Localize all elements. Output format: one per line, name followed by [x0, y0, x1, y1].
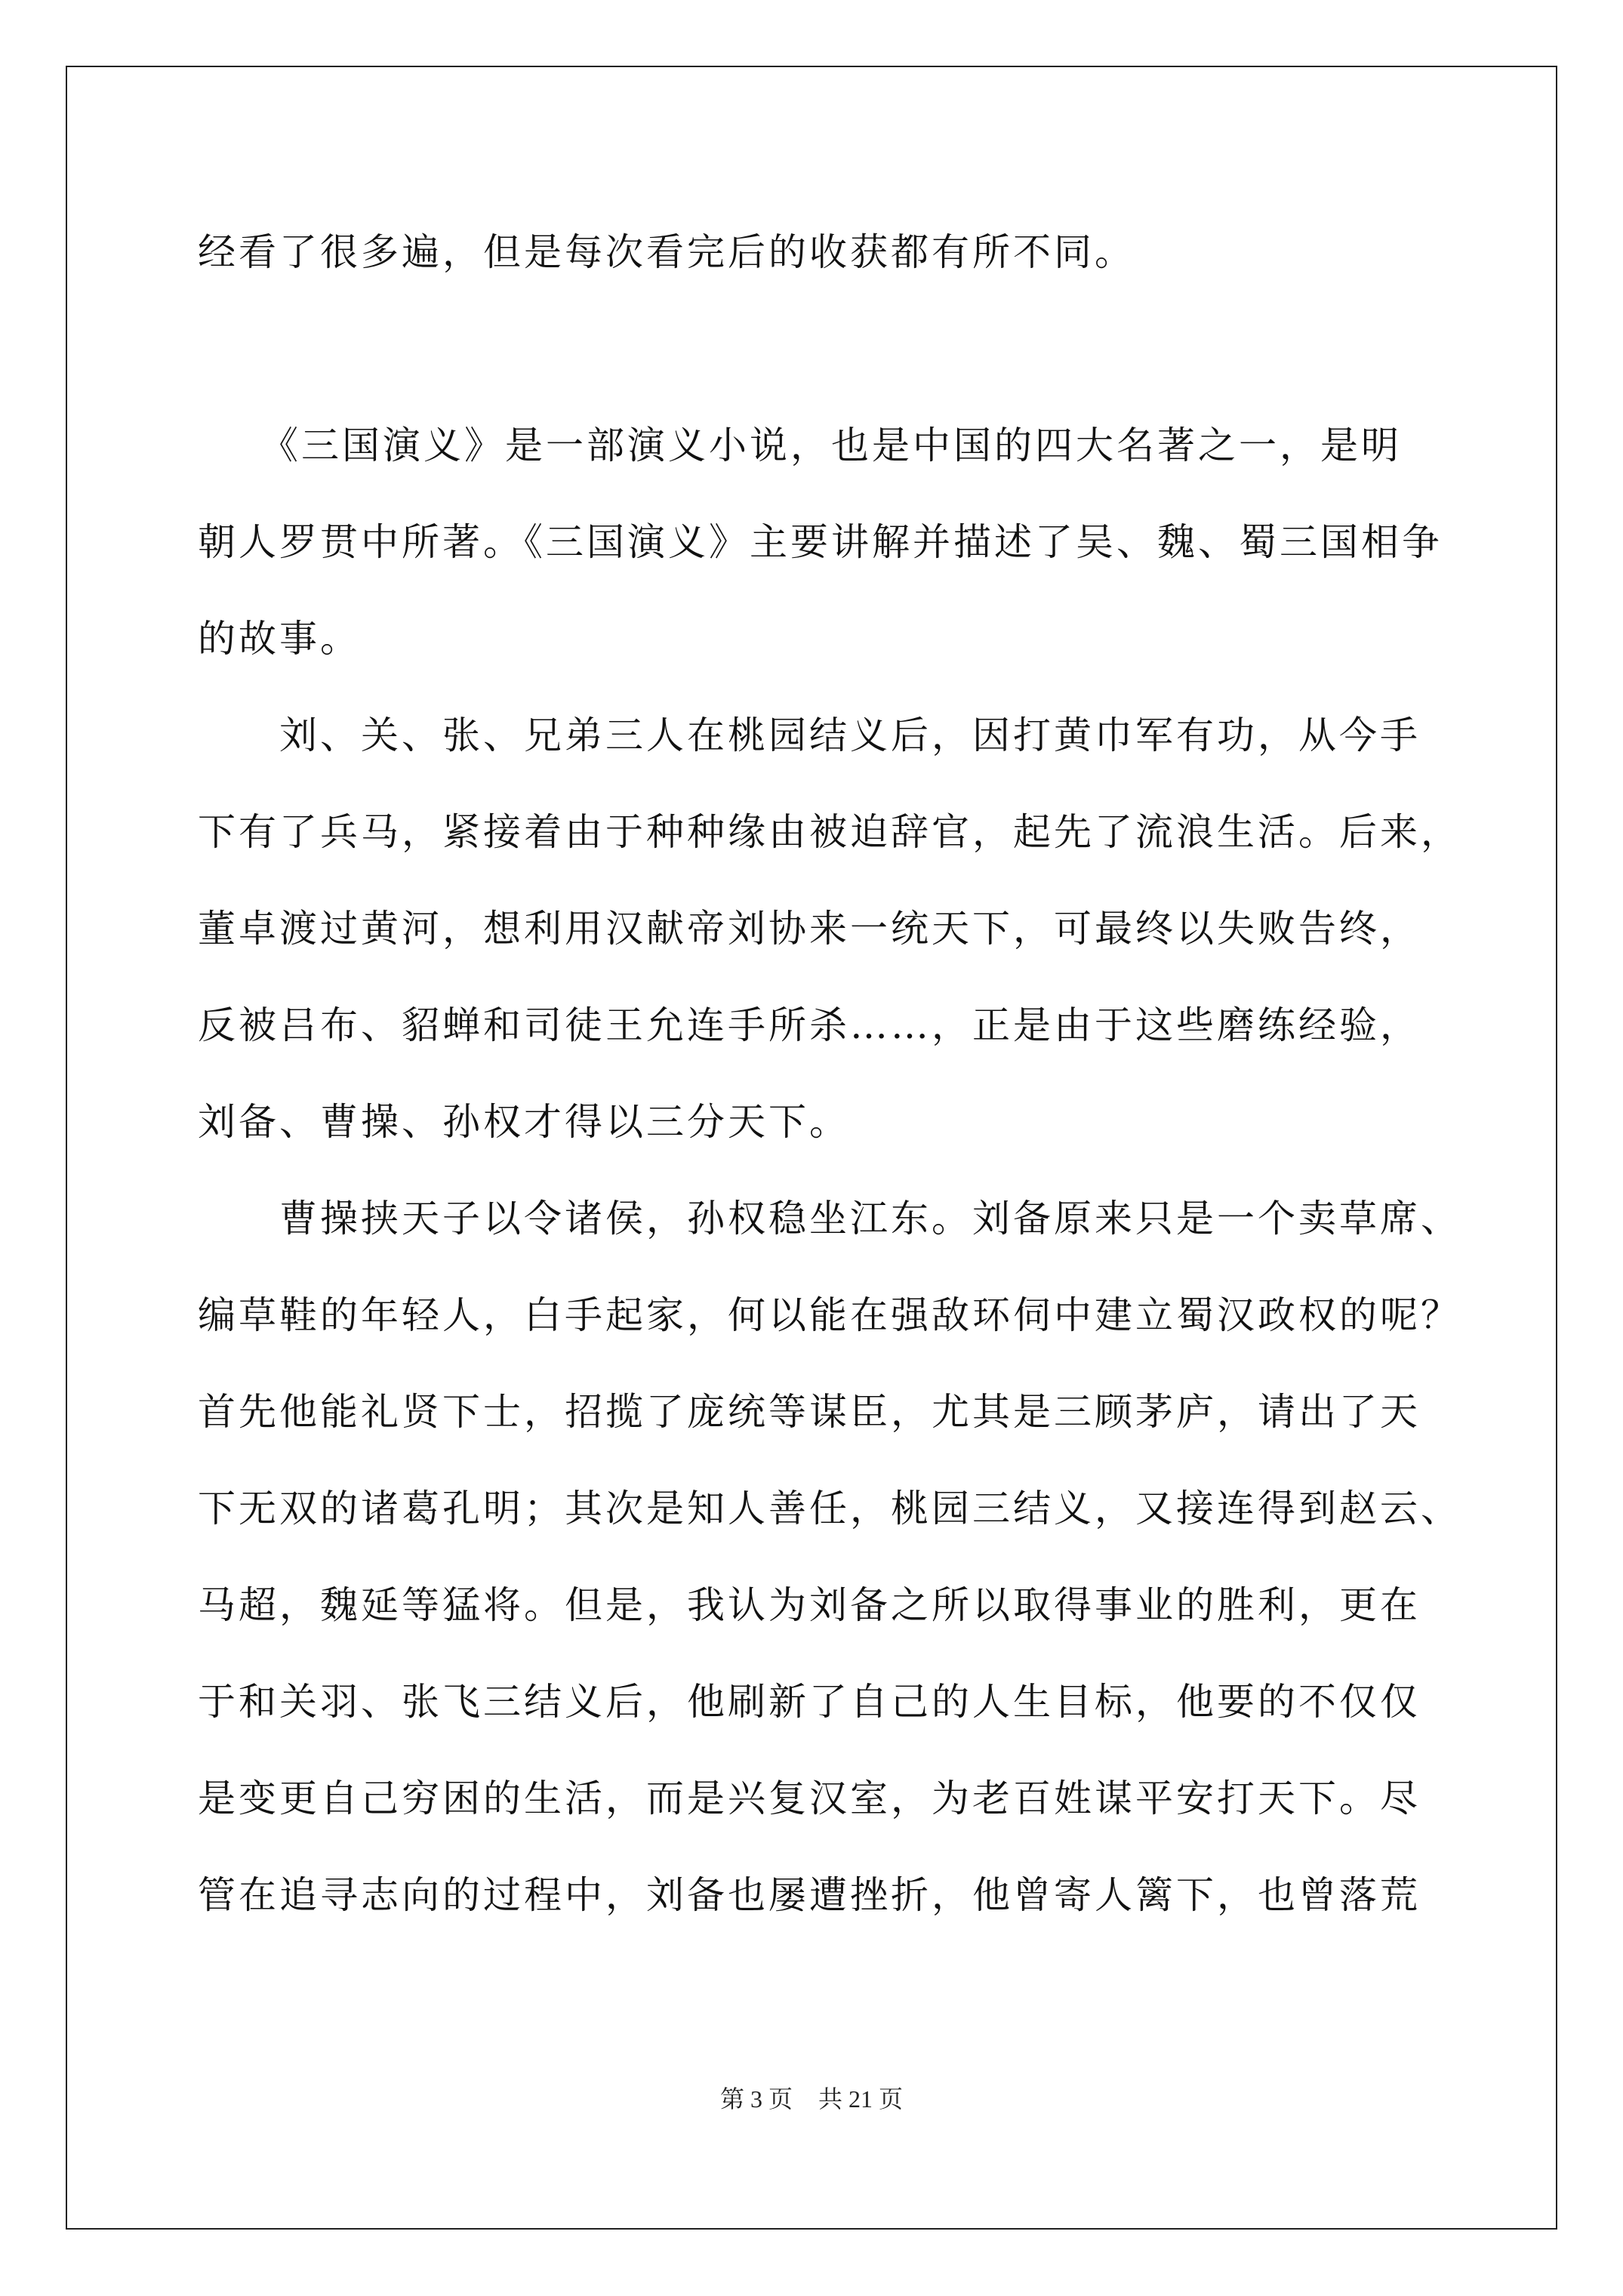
text-line: 曹操挟天子以令诸侯，孙权稳坐江东。刘备原来只是一个卖草席、 [198, 1197, 1461, 1240]
text-line: 于和关羽、张飞三结义后，他刷新了自己的人生目标，他要的不仅仅 [198, 1680, 1421, 1724]
text-line: 刘备、曹操、孙权才得以三分天下。 [198, 1100, 850, 1144]
document-body [198, 204, 1461, 1943]
text-line: 管在追寻志向的过程中，刘备也屡遭挫折，他曾寄人篱下，也曾落荒 [198, 1873, 1421, 1917]
text-line: 下无双的诸葛孔明；其次是知人善任，桃园三结义，又接连得到赵云、 [198, 1487, 1461, 1530]
text-line: 朝人罗贯中所著。《三国演义》主要讲解并描述了吴、魏、蜀三国相争 [198, 520, 1443, 564]
text-line: 马超，魏延等猛将。但是，我认为刘备之所以取得事业的胜利，更在 [198, 1583, 1421, 1627]
text-line: 编草鞋的年轻人，白手起家，何以能在强敌环伺中建立蜀汉政权的呢？ [198, 1293, 1461, 1337]
text-line: 的故事。 [198, 617, 361, 661]
text-line: 下有了兵马，紧接着由于种种缘由被迫辞官，起先了流浪生活。后来， [198, 810, 1461, 854]
text-line: 经看了很多遍，但是每次看完后的收获都有所不同。 [198, 230, 1135, 274]
page-total: 共 21 页 [818, 2085, 904, 2113]
text-line-blank [198, 300, 1436, 397]
text-line: 反被吕布、貂蝉和司徒王允连手所杀……，正是由于这些磨练经验， [198, 1003, 1421, 1047]
page-number: 第 3 页 [719, 2085, 793, 2113]
text-line: 刘、关、张、兄弟三人在桃园结义后，因打黄巾军有功，从今手 [198, 713, 1421, 757]
text-line: 是变更自己穷困的生活，而是兴复汉室，为老百姓谋平安打天下。尽 [198, 1777, 1421, 1820]
page-footer [0, 2080, 1623, 2115]
text-line: 首先他能礼贤下士，招揽了庞统等谋臣，尤其是三顾茅庐，请出了天 [198, 1390, 1421, 1434]
text-line: 《三国演义》是一部演义小说，也是中国的四大名著之一，是明 [198, 424, 1402, 467]
text-line: 董卓渡过黄河，想利用汉献帝刘协来一统天下，可最终以失败告终， [198, 907, 1421, 951]
